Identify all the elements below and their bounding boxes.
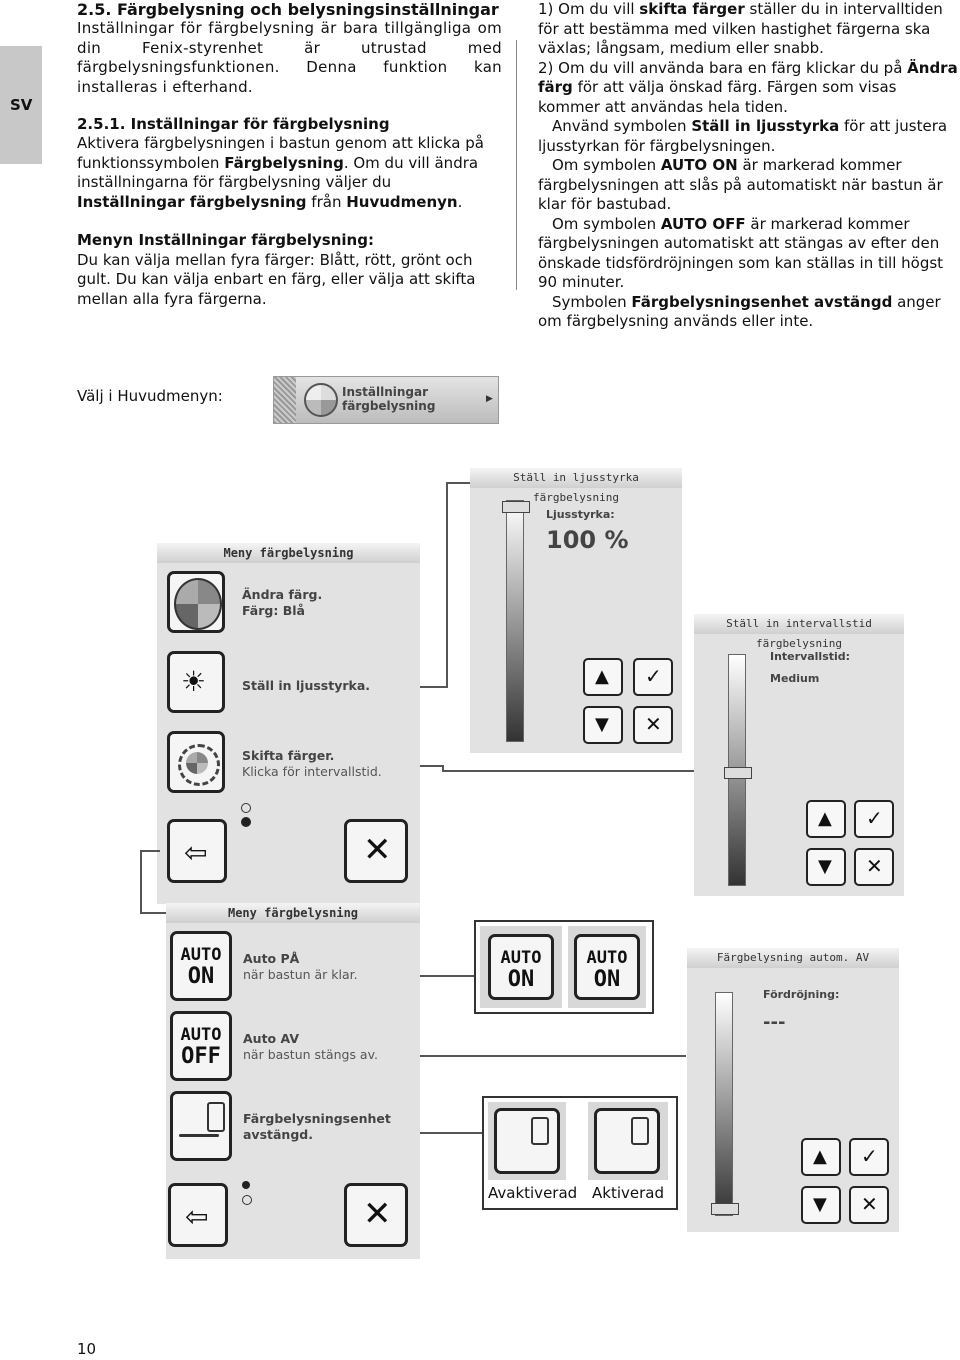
cancel-button[interactable] xyxy=(849,1186,889,1224)
unit-off-label: Färgbelysningsenhet avstängd. xyxy=(243,1111,391,1142)
light-unit-icon xyxy=(594,1108,660,1174)
back-arrow-icon: ⇦ xyxy=(184,836,208,869)
slider-handle[interactable] xyxy=(711,1203,739,1215)
connector-line xyxy=(140,912,166,914)
triangle-up-icon: ▲ xyxy=(595,666,609,687)
light-unit-icon xyxy=(207,1102,225,1132)
connector-line xyxy=(420,765,444,767)
cable-icon xyxy=(179,1134,219,1137)
page-dot-filled xyxy=(242,1181,250,1189)
color-menu-panel-2 xyxy=(166,903,420,1259)
close-icon: ✕ xyxy=(861,1192,878,1216)
para-single-color: 2) Om du vill använda bara en färg klickar du på Ändra färg för att välja önskad färg. Färgen som visas kommer att användas hela tiden. xyxy=(538,58,958,116)
para-auto-on: Om symbolen AUTO ON är markerad kommer färgbelysningen att slås på automatiskt när bastun är klar för bastubad. xyxy=(538,156,943,213)
connector-line xyxy=(446,482,470,484)
connector-line xyxy=(140,850,160,852)
confirm-button[interactable] xyxy=(854,800,894,838)
connector-line xyxy=(420,1055,686,1057)
column-divider xyxy=(516,40,517,290)
color-wheel-icon xyxy=(186,752,208,774)
unit-states-box xyxy=(482,1096,678,1210)
panel-title: Färgbelysning autom. AV xyxy=(687,948,899,968)
color-wheel-icon xyxy=(174,578,222,630)
para-unit-off: Symbolen Färgbelysningsenhet avstängd anger om färgbelysning används eller inte. xyxy=(538,292,941,330)
panel-title: Meny färgbelysning xyxy=(157,543,420,563)
delay-label: Fördröjning: xyxy=(763,988,840,1001)
up-button[interactable] xyxy=(801,1138,841,1176)
brightness-label: Ljusstyrka: xyxy=(546,508,615,521)
paragraph-colors: Du kan välja mellan fyra färger: Blått, rött, grönt och gult. Du kan välja enbart en färg, eller välja att skifta mellan alla fyra färgerna. xyxy=(77,250,476,308)
language-tab xyxy=(0,46,42,164)
para-auto-off: Om symbolen AUTO OFF är markerad kommer färgbelysningen automatiskt att stängas av efter den önskade tidsfördröjningen som kan ställas in till högst 90 minuter. xyxy=(538,214,944,291)
texture-strip xyxy=(274,377,296,423)
panel-title: Ställ in intervallstid färgbelysning xyxy=(694,614,904,634)
triangle-down-icon: ▼ xyxy=(595,714,609,735)
set-brightness-button[interactable] xyxy=(167,651,225,713)
language-code: SV xyxy=(10,96,33,114)
select-in-main-menu-label: Välj i Huvudmenyn: xyxy=(77,387,223,405)
shift-colors-label: Skifta färger. Klicka för intervallstid. xyxy=(242,748,382,779)
auto-on-label: Auto PÅ när bastun är klar. xyxy=(243,951,358,982)
auto-on-selected xyxy=(480,926,562,1008)
unit-off-button[interactable] xyxy=(170,1091,232,1161)
left-column xyxy=(77,0,502,309)
connector-line xyxy=(446,482,448,688)
close-icon: ✕ xyxy=(363,830,392,870)
auto-off-panel xyxy=(687,948,899,1232)
page-dot-empty xyxy=(242,1195,252,1205)
color-menu-panel xyxy=(157,543,420,904)
close-icon: ✕ xyxy=(645,712,662,736)
light-unit-icon xyxy=(494,1108,560,1174)
interval-label: Intervallstid: xyxy=(770,650,851,663)
triangle-down-icon: ▼ xyxy=(818,856,832,877)
confirm-button[interactable] xyxy=(633,658,673,696)
cancel-button[interactable] xyxy=(633,706,673,744)
delay-slider[interactable] xyxy=(715,992,733,1216)
page-dot-filled xyxy=(241,817,251,827)
connector-line xyxy=(442,770,694,772)
confirm-button[interactable] xyxy=(849,1138,889,1176)
set-brightness-label: Ställ in ljusstyrka. xyxy=(242,678,371,693)
check-icon: ✓ xyxy=(861,1144,878,1168)
change-color-label: Ändra färg. Färg: Blå xyxy=(242,587,323,618)
unit-deactivated xyxy=(488,1102,566,1180)
sun-icon: ☀ xyxy=(181,665,207,698)
panel-title: Meny färgbelysning xyxy=(166,903,420,923)
connector-line xyxy=(420,686,448,688)
auto-off-button[interactable] xyxy=(170,1011,232,1081)
interval-slider[interactable] xyxy=(728,654,746,886)
auto-on-icon-selected: AUTO ON xyxy=(488,934,554,1000)
change-color-button[interactable] xyxy=(167,571,225,633)
paragraph-activate: Aktivera färgbelysningen i bastun genom att klicka på funktionssymbolen Färgbelysning. Om du vill ändra inställningarna för färgbelysning väljer du Inställningar färgbelysning från Huvudmenyn. xyxy=(77,134,484,211)
brightness-value: 100 % xyxy=(546,526,629,554)
triangle-up-icon: ▲ xyxy=(813,1146,827,1167)
connector-line xyxy=(420,1132,482,1134)
close-button[interactable] xyxy=(344,819,408,883)
slider-handle[interactable] xyxy=(724,767,752,779)
cancel-button[interactable] xyxy=(854,848,894,886)
para-brightness: Använd symbolen Ställ in ljusstyrka för att justera ljusstyrkan för färgbelysningen. xyxy=(538,117,948,155)
auto-off-label: Auto AV när bastun stängs av. xyxy=(243,1031,378,1062)
delay-value: --- xyxy=(763,1012,786,1033)
close-icon: ✕ xyxy=(363,1194,392,1234)
down-button[interactable] xyxy=(583,706,623,744)
back-button[interactable] xyxy=(168,1183,228,1247)
arrow-right-icon: ▶ xyxy=(486,394,493,404)
section-heading: 2.5. Färgbelysning och belysningsinställningar xyxy=(77,0,499,19)
deactivated-label: Avaktiverad xyxy=(488,1184,578,1202)
auto-on-icon-unselected: AUTO ON xyxy=(574,934,640,1000)
main-menu-color-settings-item[interactable] xyxy=(273,376,499,424)
brightness-slider[interactable] xyxy=(506,500,524,742)
auto-on-unselected xyxy=(568,926,646,1008)
check-icon: ✓ xyxy=(645,664,662,688)
para-shift-colors: 1) Om du vill skifta färger ställer du in intervalltiden för att bestämma med vilken hastighet färgerna ska växlas; långsam, medium eller snabb. xyxy=(538,0,943,57)
shift-colors-button[interactable] xyxy=(167,731,225,793)
brightness-panel xyxy=(470,468,682,753)
down-button[interactable] xyxy=(801,1186,841,1224)
page-number: 10 xyxy=(77,1340,97,1358)
connector-line xyxy=(420,975,474,977)
main-menu-item-label: Inställningar färgbelysning xyxy=(342,385,436,413)
down-button[interactable] xyxy=(806,848,846,886)
interval-panel xyxy=(694,614,904,896)
connector-line xyxy=(140,850,142,914)
triangle-up-icon: ▲ xyxy=(818,808,832,829)
auto-on-button[interactable] xyxy=(170,931,232,1001)
intro-paragraph: Inställningar för färgbelysning är bara tillgängliga om din Fenix-styrenhet är utrustad med färgbelysningsfunktionen. Denna funktion kan installeras i efterhand. xyxy=(77,19,502,96)
up-button[interactable] xyxy=(583,658,623,696)
interval-value: Medium xyxy=(770,672,820,685)
triangle-down-icon: ▼ xyxy=(813,1194,827,1215)
close-button[interactable] xyxy=(344,1183,408,1247)
auto-off-icon: AUTO OFF xyxy=(180,1025,222,1069)
subsection-heading: 2.5.1. Inställningar för färgbelysning xyxy=(77,115,390,133)
menu-heading: Menyn Inställningar färgbelysning: xyxy=(77,231,374,249)
back-button[interactable] xyxy=(167,819,227,883)
auto-on-icon: AUTO ON xyxy=(180,945,222,989)
check-icon: ✓ xyxy=(866,806,883,830)
page-dot-empty xyxy=(241,803,251,813)
color-wheel-icon xyxy=(304,383,338,417)
panel-title: Ställ in ljusstyrka färgbelysning xyxy=(470,468,682,488)
activated-label: Aktiverad xyxy=(592,1184,664,1202)
back-arrow-icon: ⇦ xyxy=(185,1200,209,1233)
slider-handle[interactable] xyxy=(502,501,530,513)
unit-activated xyxy=(588,1102,668,1180)
close-icon: ✕ xyxy=(866,854,883,878)
up-button[interactable] xyxy=(806,800,846,838)
right-column xyxy=(538,0,960,332)
auto-on-states-box xyxy=(474,920,654,1014)
